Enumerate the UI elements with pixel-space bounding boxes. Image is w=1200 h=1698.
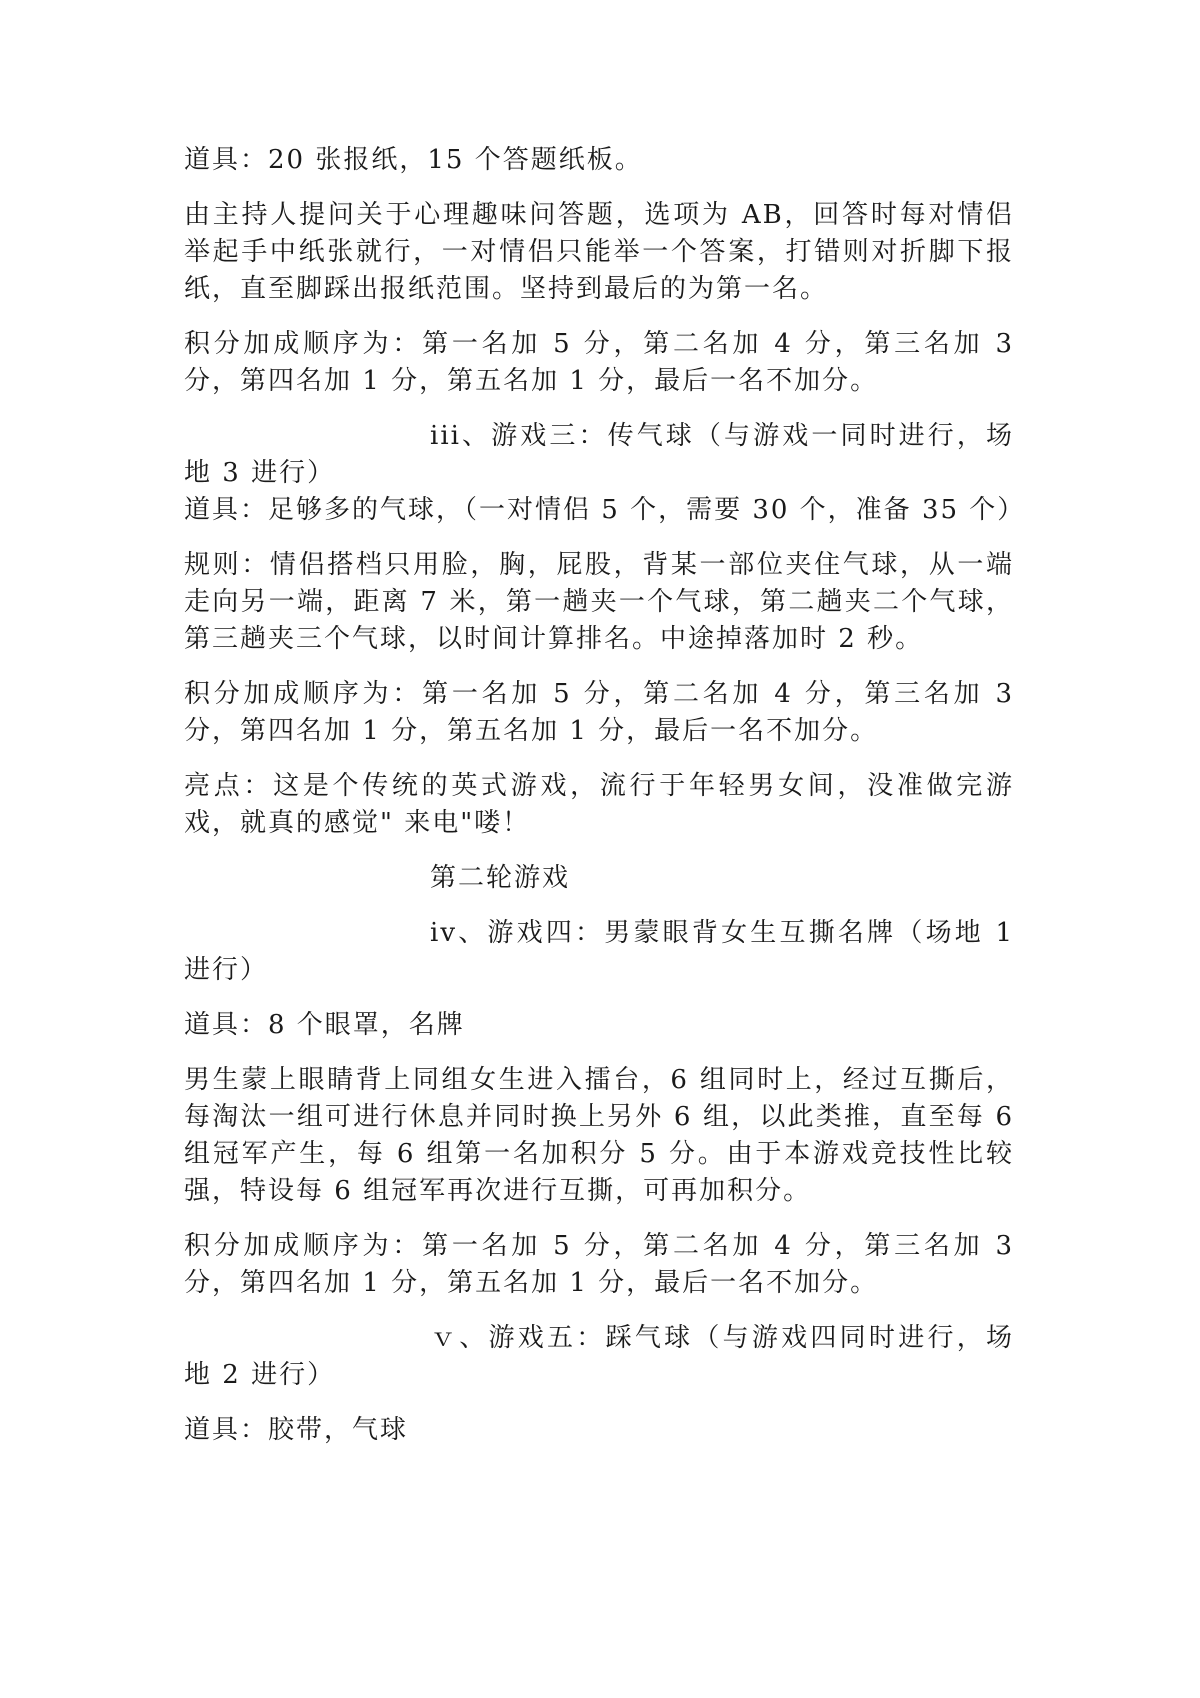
rules-paragraph-game3: 规则：情侣搭档只用脸，胸，屁股，背某一部位夹住气球，从一端走向另一端，距离 7 米，第一趟夹一个气球，第二趟夹二个气球，第三趟夹三个气球，以时间计算排名。中途掉落加时 2 秒。 bbox=[184, 550, 1014, 654]
rules-paragraph-game2: 由主持人提问关于心理趣味问答题，选项为 AB，回答时每对情侣举起手中纸张就行，一对情侣只能举一个答案，打错则对折脚下报纸，直至脚踩出报纸范围。坚持到最后的为第一名。 bbox=[184, 200, 1014, 304]
heading-game4: iv、游戏四：男蒙眼背女生互撕名牌（场地 1 进行） bbox=[184, 918, 1014, 985]
props-paragraph-game2: 道具：20 张报纸，15 个答题纸板。 bbox=[184, 145, 643, 175]
round-two-title: 第二轮游戏 bbox=[430, 863, 571, 893]
props-paragraph-game4: 道具：8 个眼罩，名牌 bbox=[184, 1010, 465, 1040]
scoring-paragraph-game2: 积分加成顺序为：第一名加 5 分，第二名加 4 分，第三名加 3 分，第四名加 1 分，第五名加 1 分，最后一名不加分。 bbox=[184, 329, 1014, 396]
props-paragraph-game3: 道具：足够多的气球，（一对情侣 5 个，需要 30 个，准备 35 个） bbox=[184, 495, 1026, 525]
highlight-paragraph-game3: 亮点：这是个传统的英式游戏，流行于年轻男女间，没准做完游戏，就真的感觉" 来电"喽！ bbox=[184, 771, 1014, 838]
props-paragraph-game5: 道具：胶带，气球 bbox=[184, 1415, 409, 1445]
scoring-paragraph-game4: 积分加成顺序为：第一名加 5 分，第二名加 4 分，第三名加 3 分，第四名加 1 分，第五名加 1 分，最后一名不加分。 bbox=[184, 1231, 1014, 1298]
heading-game3: iii、游戏三：传气球（与游戏一同时进行，场地 3 进行） bbox=[184, 421, 1014, 488]
document-body bbox=[184, 142, 1026, 1467]
heading-game5: ｖ、游戏五：踩气球（与游戏四同时进行，场地 2 进行） bbox=[184, 1323, 1014, 1390]
scoring-paragraph-game3: 积分加成顺序为：第一名加 5 分，第二名加 4 分，第三名加 3 分，第四名加 1 分，第五名加 1 分，最后一名不加分。 bbox=[184, 679, 1014, 746]
rules-paragraph-game4: 男生蒙上眼睛背上同组女生进入擂台，6 组同时上，经过互撕后，每淘汰一组可进行休息并同时换上另外 6 组，以此类推，直至每 6 组冠军产生，每 6 组第一名加积分 5 分。由于本游戏竞技性比较强，特设每 6 组冠军再次进行互撕，可再加积分。 bbox=[184, 1065, 1014, 1206]
